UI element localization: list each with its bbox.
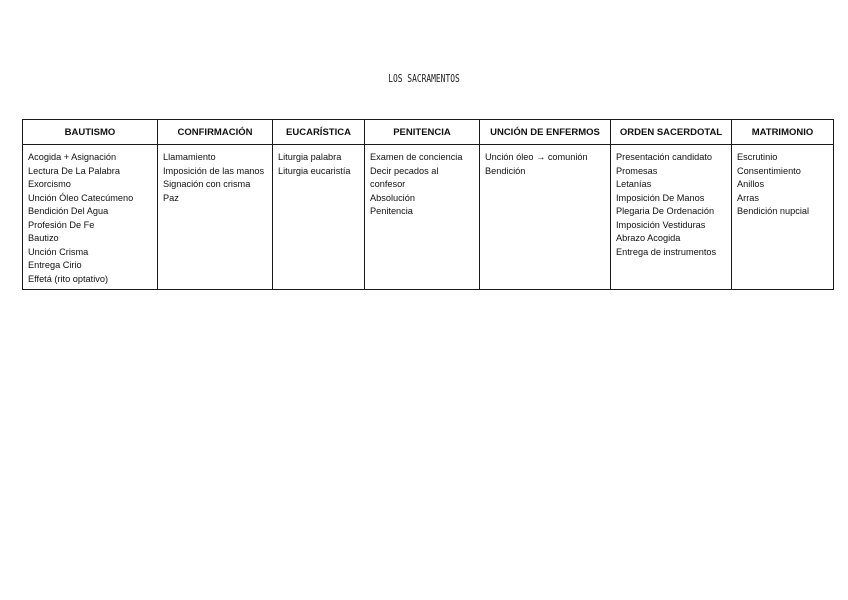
list-item: Unción Óleo Catecúmeno [28, 192, 134, 203]
list-item: Bautizo [28, 233, 59, 243]
column-header-uncion-de-enfermos: UNCIÓN DE ENFERMOS [480, 120, 611, 145]
column-header-bautismo: BAUTISMO [23, 120, 158, 145]
list-item: Abrazo Acogida [616, 233, 681, 243]
list-item: Letanías [616, 179, 652, 189]
list-item: Unción Crisma [28, 246, 89, 257]
item-list [616, 151, 727, 259]
page-title: LOS SACRAMENTOS [388, 72, 460, 85]
column-cell-uncion-de-enfermos [480, 145, 611, 290]
list-item: Imposición De Manos [616, 192, 705, 203]
list-item: Liturgia palabra [278, 152, 342, 162]
list-item: Absolución [370, 192, 415, 203]
list-item: Decir pecados al confesor [370, 165, 439, 189]
column-header-confirmacion: CONFIRMACIÓN [158, 120, 273, 145]
list-item: Unción óleo → comunión [485, 152, 588, 162]
list-item: Anillos [737, 179, 765, 189]
list-item: Arras [737, 192, 759, 203]
list-item: Lectura De La Palabra [28, 165, 120, 176]
table-header-row [23, 120, 834, 145]
column-cell-matrimonio [732, 145, 834, 290]
column-header-matrimonio: MATRIMONIO [732, 120, 834, 145]
column-cell-confirmacion [158, 145, 273, 290]
column-cell-bautismo [23, 145, 158, 290]
list-item: Imposición de las manos [163, 165, 265, 176]
sacraments-table [22, 119, 834, 290]
list-item: Paz [163, 192, 179, 203]
table-row [23, 145, 834, 290]
column-header-orden-sacerdotal: ORDEN SACERDOTAL [611, 120, 732, 145]
item-list [370, 151, 475, 219]
list-item: Llamamiento [163, 152, 216, 162]
list-item: Consentimiento [737, 165, 801, 176]
list-item: Presentación candidato [616, 152, 713, 162]
list-item: Bendición [485, 165, 526, 176]
item-list [737, 151, 829, 219]
list-item: Exorcismo [28, 179, 71, 189]
column-cell-orden-sacerdotal [611, 145, 732, 290]
list-item: Penitencia [370, 206, 413, 216]
list-item: Escrutinio [737, 152, 778, 162]
column-header-eucaristica: EUCARÍSTICA [273, 120, 365, 145]
list-item: Bendición nupcial [737, 206, 810, 216]
list-item: Promesas [616, 165, 658, 176]
list-item: Entrega de instrumentos [616, 246, 717, 257]
list-item: Entrega Cirio [28, 260, 82, 270]
column-cell-penitencia [365, 145, 480, 290]
list-item: Examen de conciencia [370, 152, 463, 162]
list-item: Signación con crisma [163, 179, 251, 189]
list-item: Liturgia eucaristía [278, 165, 351, 176]
item-list [163, 151, 268, 205]
item-list [278, 151, 360, 178]
list-item: Bendición Del Agua [28, 206, 109, 216]
column-cell-eucaristica [273, 145, 365, 290]
item-list [485, 151, 606, 178]
list-item: Acogida + Asignación [28, 152, 117, 162]
list-item: Imposición Vestiduras [616, 219, 706, 230]
list-item: Profesión De Fe [28, 219, 95, 230]
item-list [28, 151, 153, 286]
column-header-penitencia: PENITENCIA [365, 120, 480, 145]
list-item: Plegaria De Ordenación [616, 206, 715, 216]
list-item: Effetá (rito optativo) [28, 273, 109, 284]
